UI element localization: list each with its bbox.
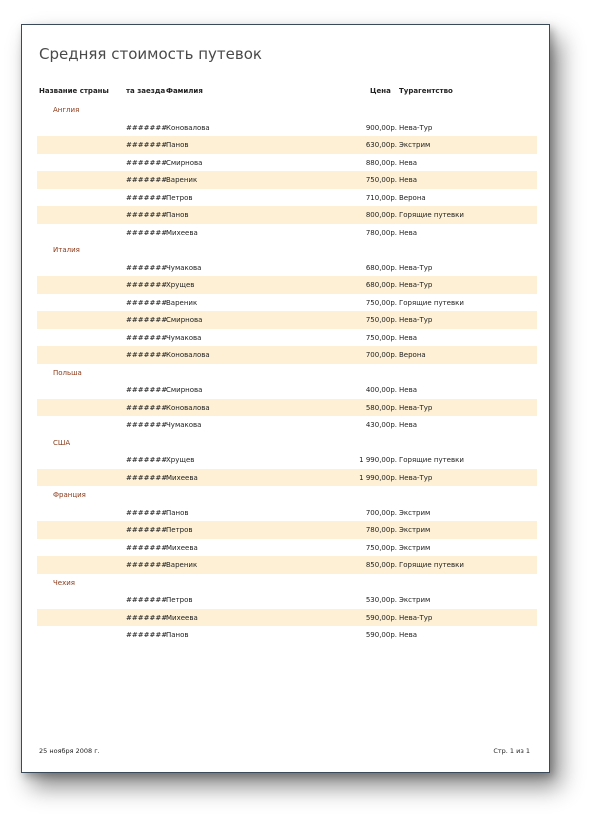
cell-price: 1 990,00р. (359, 473, 397, 482)
table-row (37, 521, 537, 539)
cell-price: 680,00р. (365, 281, 397, 289)
cell-surname: Вареник (166, 561, 198, 569)
cell-price: 710,00р. (365, 193, 397, 202)
cell-agency: Нева (399, 176, 417, 184)
cell-agency: Нева-Тур (399, 403, 433, 412)
group-country-label: Италия (53, 246, 80, 254)
table-row (37, 416, 537, 434)
cell-date: ####### (126, 508, 168, 517)
group-country-label: Польша (53, 368, 82, 377)
footer-date: 25 ноября 2008 г. (39, 747, 100, 755)
cell-surname: Михеева (166, 613, 198, 622)
group-header (37, 574, 537, 592)
table-row (37, 626, 537, 644)
cell-date: ####### (126, 228, 168, 237)
cell-agency: Экстрим (399, 526, 431, 534)
cell-price: 630,00р. (365, 141, 397, 149)
cell-surname: Хрущев (166, 281, 195, 289)
table-row (37, 119, 537, 137)
group-country-label: США (53, 438, 71, 447)
table-row (37, 504, 537, 522)
cell-price: 750,00р. (365, 543, 397, 552)
group-country-label: Англия (53, 106, 80, 114)
footer-page-number: Стр. 1 из 1 (493, 747, 530, 755)
cell-surname: Вареник (166, 298, 198, 307)
report-rows (37, 101, 537, 644)
cell-agency: Горящие путевки (399, 456, 464, 464)
table-row (37, 171, 537, 189)
cell-surname: Хрущев (166, 456, 195, 464)
cell-price: 430,00р. (365, 421, 397, 429)
table-row (37, 259, 537, 277)
cell-date: ####### (126, 561, 168, 569)
cell-date: ####### (126, 526, 168, 534)
cell-date: ####### (126, 473, 168, 482)
cell-price: 750,00р. (365, 176, 397, 184)
cell-agency: Нева (399, 333, 417, 342)
cell-date: ####### (126, 456, 168, 464)
cell-surname: Чумакова (166, 333, 202, 342)
column-header-surname: Фамилия (166, 87, 203, 95)
cell-surname: Михеева (166, 228, 198, 237)
table-row (37, 206, 537, 224)
report-title: Средняя стоимость путевок (39, 45, 262, 63)
cell-price: 590,00р. (365, 613, 397, 622)
cell-date: ####### (126, 631, 168, 639)
cell-price: 800,00р. (365, 211, 397, 219)
table-row (37, 154, 537, 172)
cell-surname: Коновалова (166, 351, 210, 359)
table-row (37, 136, 537, 154)
cell-price: 880,00р. (365, 158, 397, 167)
group-header (37, 364, 537, 382)
cell-surname: Коновалова (166, 403, 210, 412)
cell-agency: Верона (399, 193, 426, 202)
cell-date: ####### (126, 193, 168, 202)
cell-agency: Нева-Тур (399, 263, 433, 272)
cell-agency: Горящие путевки (399, 298, 464, 307)
cell-price: 750,00р. (365, 333, 397, 342)
cell-agency: Нева-Тур (399, 473, 433, 482)
cell-surname: Петров (166, 526, 193, 534)
cell-date: ####### (126, 333, 168, 342)
cell-date: ####### (126, 141, 168, 149)
cell-price: 680,00р. (365, 263, 397, 272)
cell-surname: Панов (166, 631, 189, 639)
table-row (37, 189, 537, 207)
cell-date: ####### (126, 421, 168, 429)
cell-agency: Нева-Тур (399, 281, 433, 289)
table-row (37, 556, 537, 574)
cell-price: 590,00р. (365, 631, 397, 639)
cell-agency: Нева (399, 386, 417, 394)
table-row (37, 224, 537, 242)
table-row (37, 399, 537, 417)
table-row (37, 294, 537, 312)
cell-date: ####### (126, 543, 168, 552)
cell-agency: Нева (399, 228, 417, 237)
cell-surname: Панов (166, 211, 189, 219)
report-page (21, 24, 550, 773)
cell-date: ####### (126, 403, 168, 412)
cell-date: ####### (126, 386, 168, 394)
column-header-agency: Турагентство (399, 87, 453, 95)
cell-date: ####### (126, 211, 168, 219)
cell-price: 530,00р. (365, 596, 397, 604)
table-row (37, 276, 537, 294)
group-header (37, 486, 537, 504)
cell-price: 750,00р. (365, 316, 397, 324)
cell-date: ####### (126, 263, 168, 272)
cell-date: ####### (126, 176, 168, 184)
table-row (37, 539, 537, 557)
table-row (37, 346, 537, 364)
cell-agency: Горящие путевки (399, 211, 464, 219)
cell-price: 700,00р. (365, 351, 397, 359)
cell-date: ####### (126, 298, 168, 307)
group-header (37, 241, 537, 259)
cell-surname: Смирнова (166, 386, 203, 394)
cell-agency: Горящие путевки (399, 561, 464, 569)
group-header (37, 434, 537, 452)
cell-agency: Нева (399, 158, 417, 167)
cell-agency: Нева-Тур (399, 316, 433, 324)
cell-date: ####### (126, 316, 168, 324)
cell-surname: Михеева (166, 473, 198, 482)
cell-surname: Панов (166, 141, 189, 149)
cell-surname: Смирнова (166, 316, 203, 324)
cell-agency: Нева-Тур (399, 123, 433, 132)
cell-price: 400,00р. (365, 386, 397, 394)
table-row (37, 329, 537, 347)
cell-date: ####### (126, 613, 168, 622)
table-row (37, 609, 537, 627)
cell-date: ####### (126, 596, 168, 604)
cell-price: 780,00р. (365, 228, 397, 237)
cell-agency: Экстрим (399, 508, 431, 517)
cell-price: 750,00р. (365, 298, 397, 307)
cell-price: 780,00р. (365, 526, 397, 534)
cell-agency: Нева (399, 631, 417, 639)
cell-date: ####### (126, 158, 168, 167)
cell-surname: Панов (166, 508, 189, 517)
group-country-label: Франция (53, 491, 86, 499)
cell-surname: Петров (166, 193, 193, 202)
cell-price: 1 990,00р. (359, 456, 397, 464)
group-header (37, 101, 537, 119)
cell-agency: Нева (399, 421, 417, 429)
cell-surname: Михеева (166, 543, 198, 552)
cell-agency: Экстрим (399, 141, 431, 149)
table-row (37, 451, 537, 469)
cell-surname: Смирнова (166, 158, 203, 167)
column-header-date: та заезда (126, 87, 166, 95)
cell-agency: Экстрим (399, 596, 431, 604)
cell-agency: Верона (399, 351, 426, 359)
cell-surname: Чумакова (166, 263, 202, 272)
cell-agency: Нева-Тур (399, 613, 433, 622)
column-header-price: Цена (370, 87, 391, 95)
column-header-country: Название страны (39, 87, 109, 95)
cell-agency: Экстрим (399, 543, 431, 552)
table-row (37, 591, 537, 609)
cell-surname: Чумакова (166, 421, 202, 429)
cell-price: 580,00р. (365, 403, 397, 412)
cell-date: ####### (126, 351, 168, 359)
cell-price: 900,00р. (365, 123, 397, 132)
cell-price: 700,00р. (365, 508, 397, 517)
cell-surname: Петров (166, 596, 193, 604)
table-row (37, 311, 537, 329)
cell-surname: Коновалова (166, 123, 210, 132)
cell-surname: Вареник (166, 176, 198, 184)
cell-date: ####### (126, 281, 168, 289)
group-country-label: Чехия (53, 578, 76, 587)
table-row (37, 469, 537, 487)
table-row (37, 381, 537, 399)
cell-date: ####### (126, 123, 168, 132)
cell-price: 850,00р. (365, 561, 397, 569)
